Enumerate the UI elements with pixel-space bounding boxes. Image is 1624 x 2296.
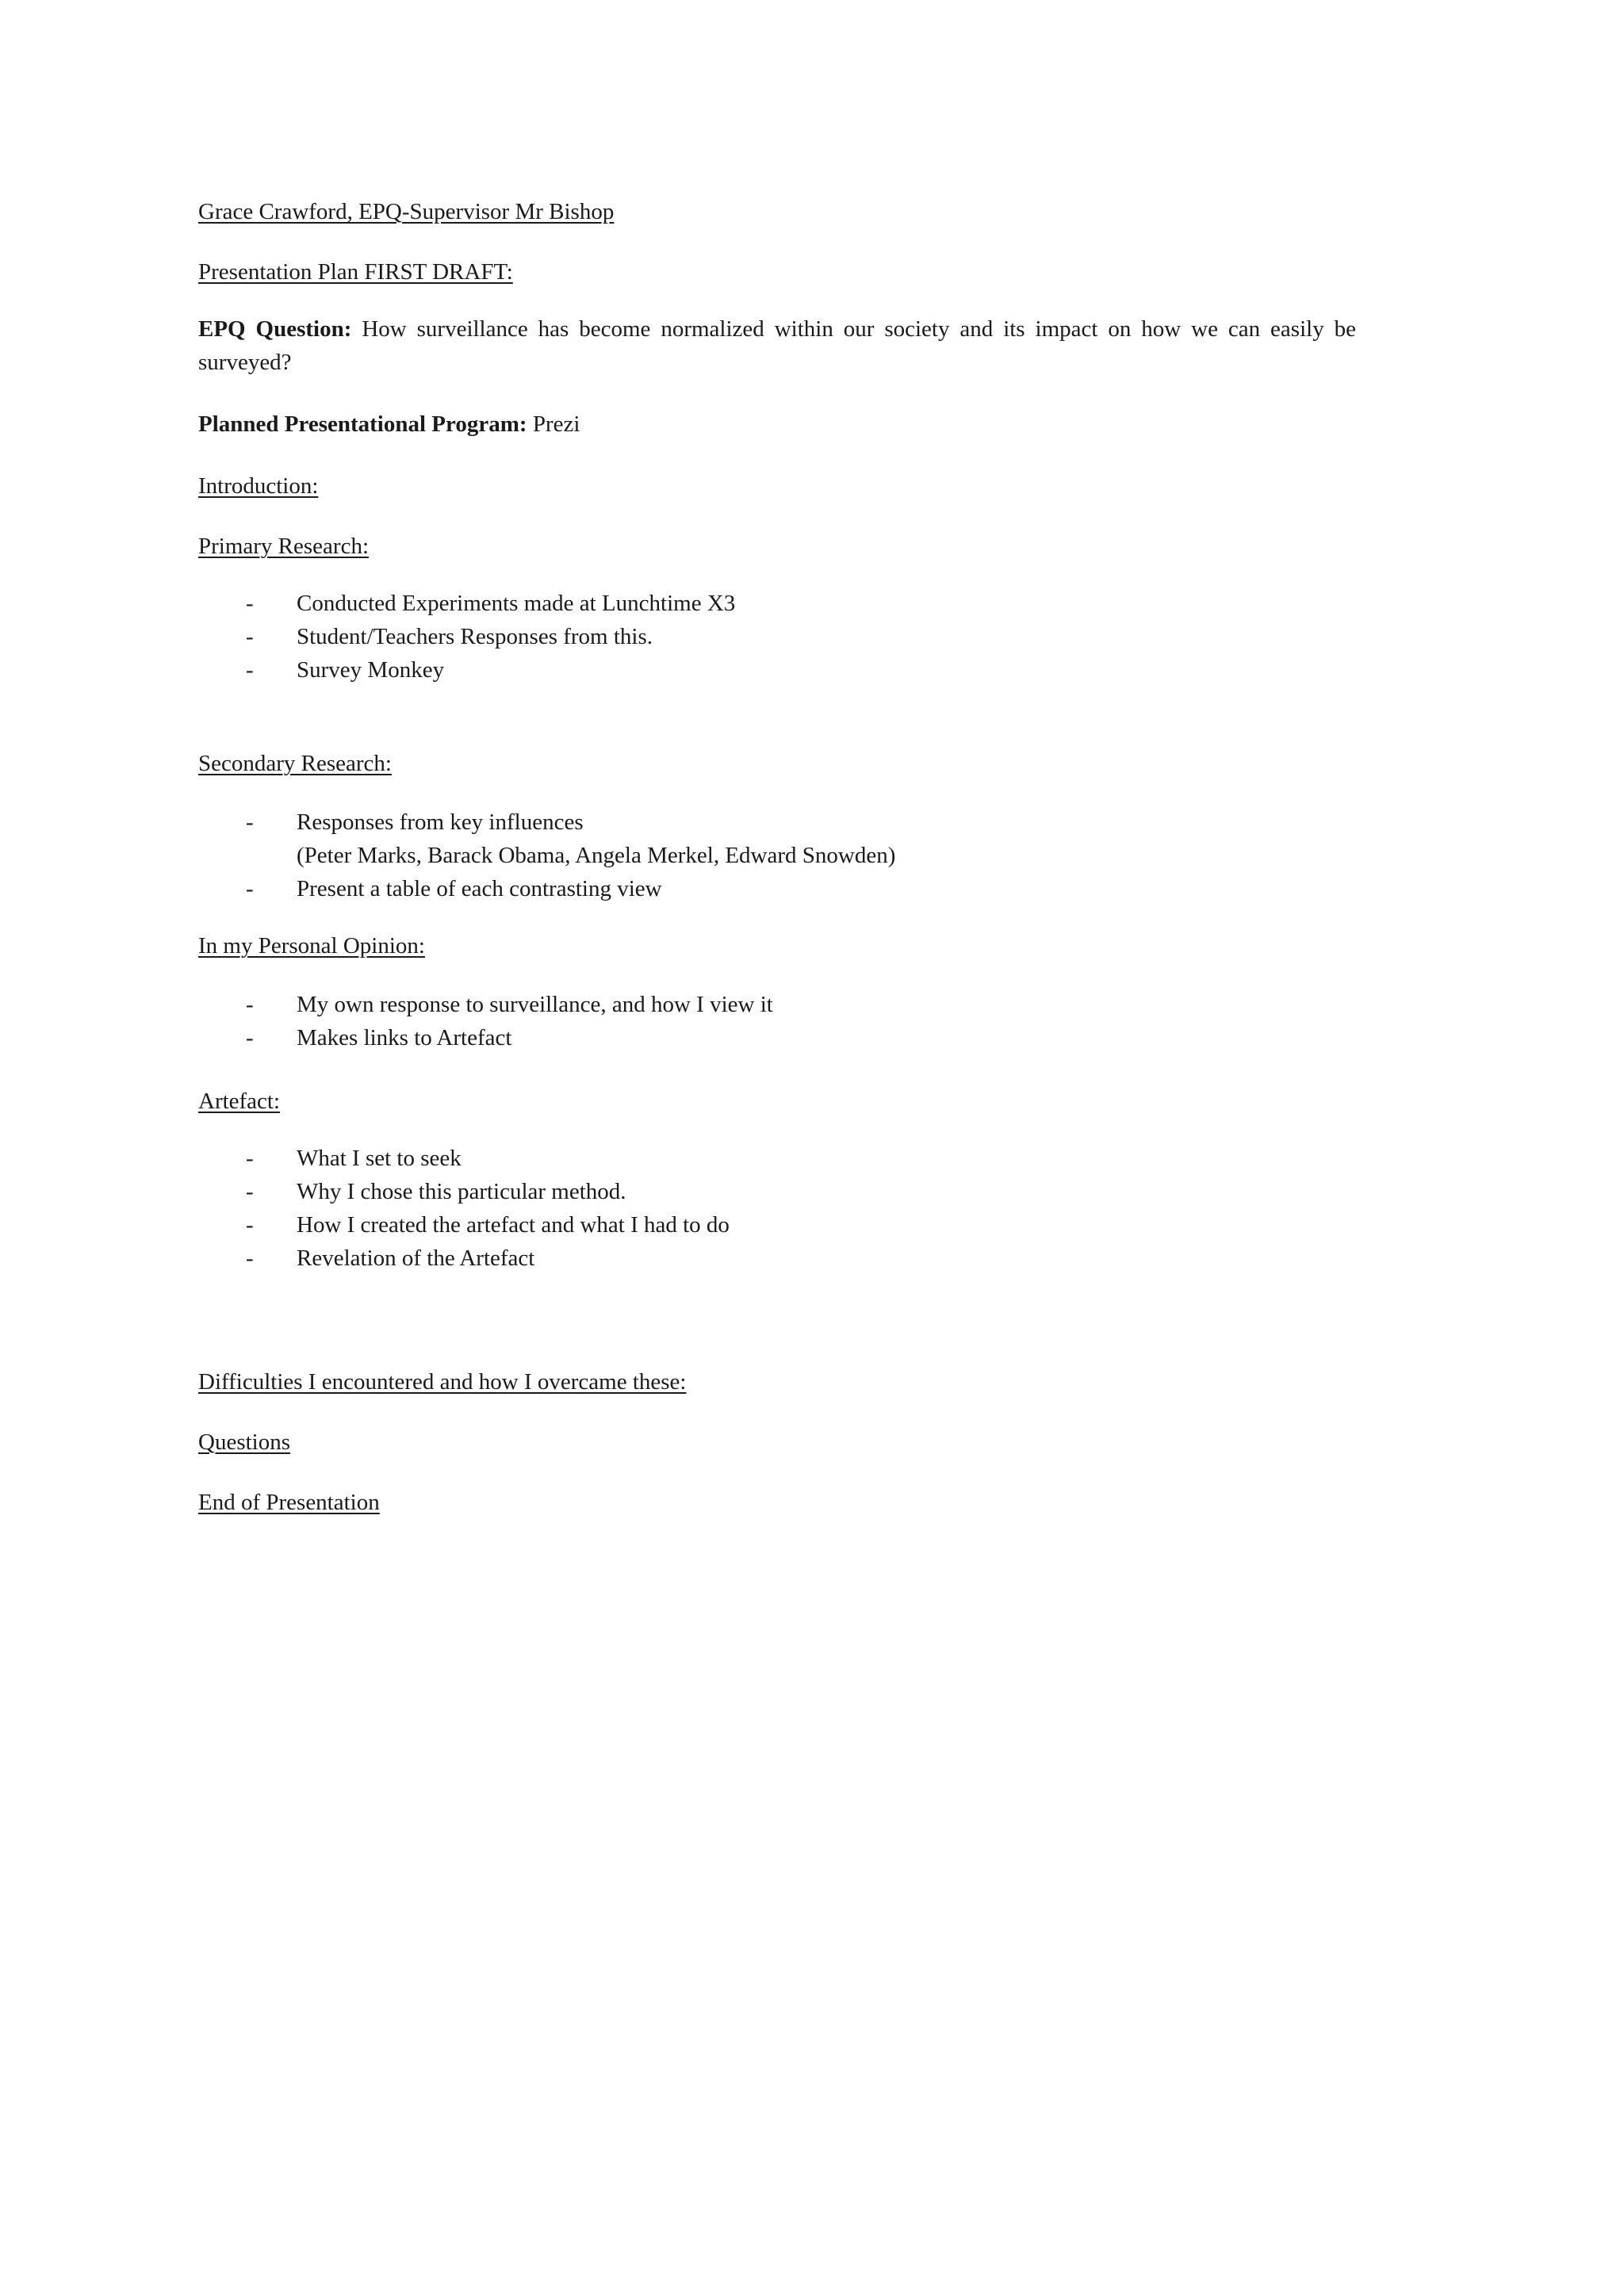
list-item-text: What I set to seek	[297, 1146, 462, 1171]
list-item	[198, 620, 735, 653]
list-item-text: Revelation of the Artefact	[297, 1246, 535, 1271]
presentational-program	[198, 408, 580, 441]
epq-question-label: EPQ Question:	[198, 316, 352, 342]
bullet-dash: -	[246, 1212, 254, 1238]
list-item	[198, 806, 895, 872]
list-item-text: Present a table of each contrasting view	[297, 876, 662, 901]
bullet-dash: -	[246, 591, 254, 616]
epq-question-text: How surveillance has become normalized within our society and its impact on how we can easily be surveyed?	[198, 316, 1356, 375]
primary-research-heading: Primary Research:	[198, 534, 370, 559]
secondary-research-list	[198, 806, 895, 905]
list-item	[198, 653, 735, 687]
bullet-dash: -	[246, 657, 254, 683]
list-item	[198, 1175, 730, 1208]
end-of-presentation: End of Presentation	[198, 1490, 380, 1515]
bullet-dash: -	[246, 624, 254, 649]
list-item-text: Survey Monkey	[297, 657, 445, 683]
plan-title: Presentation Plan FIRST DRAFT:	[198, 259, 513, 285]
program-label: Planned Presentational Program:	[198, 411, 527, 437]
questions-heading: Questions	[198, 1429, 290, 1455]
program-value: Prezi	[527, 411, 580, 437]
list-item-text: How I created the artefact and what I had to do	[297, 1212, 730, 1238]
list-item-text: My own response to surveillance, and how I view it	[297, 992, 773, 1017]
bullet-dash: -	[246, 876, 254, 901]
list-item-text: Why I chose this particular method.	[297, 1179, 626, 1204]
bullet-dash: -	[246, 992, 254, 1017]
list-item	[198, 872, 895, 905]
list-item-continuation: (Peter Marks, Barack Obama, Angela Merkel, Edward Snowden)	[297, 843, 896, 868]
list-item	[198, 1208, 730, 1242]
list-item	[198, 1021, 773, 1054]
artefact-heading: Artefact:	[198, 1089, 281, 1114]
bullet-dash: -	[246, 809, 254, 835]
personal-opinion-heading: In my Personal Opinion:	[198, 933, 425, 959]
bullet-dash: -	[246, 1179, 254, 1204]
artefact-list	[198, 1142, 730, 1275]
bullet-dash: -	[246, 1146, 254, 1171]
list-item	[198, 988, 773, 1021]
author-line: Grace Crawford, EPQ-Supervisor Mr Bishop	[198, 199, 615, 224]
list-item	[198, 1242, 730, 1275]
introduction-heading: Introduction:	[198, 473, 319, 499]
list-item	[198, 1142, 730, 1175]
bullet-dash: -	[246, 1025, 254, 1050]
epq-question	[198, 312, 1356, 379]
primary-research-list	[198, 587, 735, 687]
list-item-text: Responses from key influences	[297, 809, 584, 835]
list-item-text: Student/Teachers Responses from this.	[297, 624, 653, 649]
bullet-dash: -	[246, 1246, 254, 1271]
difficulties-heading: Difficulties I encountered and how I overcame these:	[198, 1369, 687, 1395]
personal-opinion-list	[198, 988, 773, 1054]
list-item-text: Conducted Experiments made at Lunchtime X3	[297, 591, 736, 616]
secondary-research-heading: Secondary Research:	[198, 751, 392, 776]
list-item-text: Makes links to Artefact	[297, 1025, 512, 1050]
list-item	[198, 587, 735, 620]
